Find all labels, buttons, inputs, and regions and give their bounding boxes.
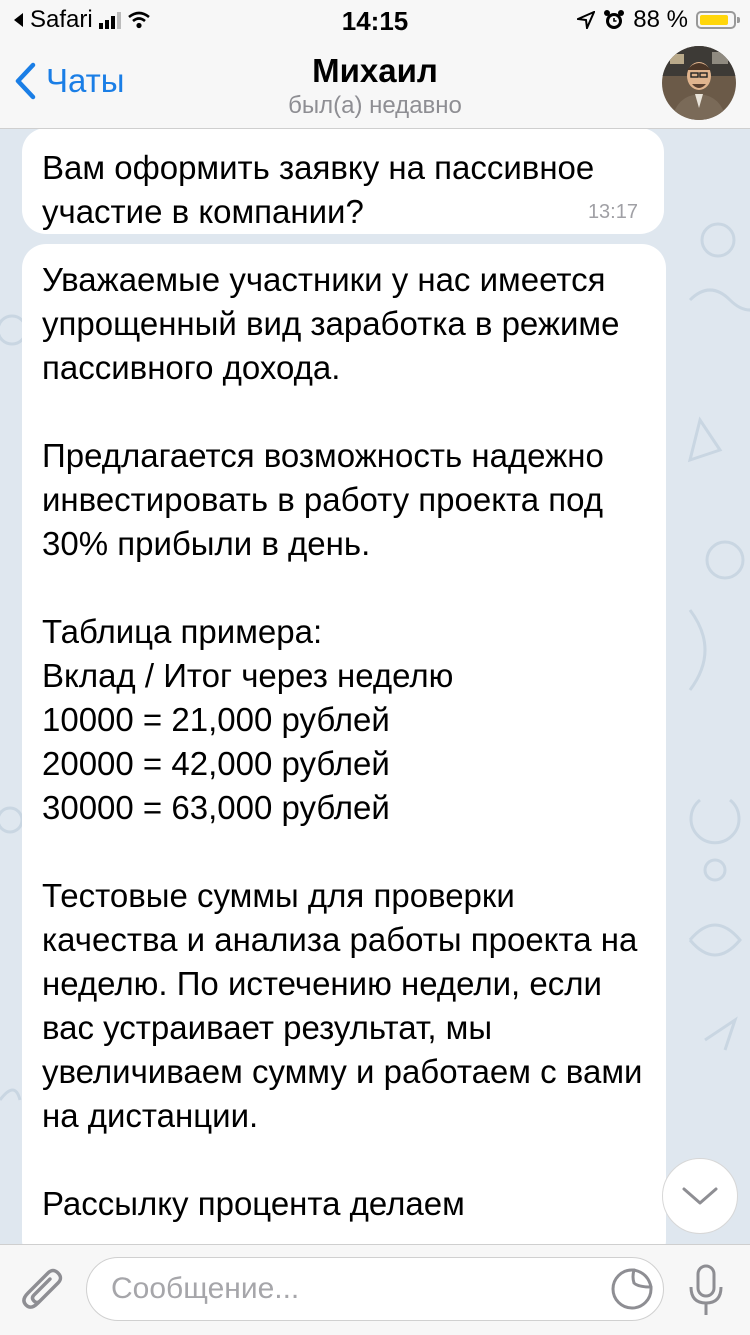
- status-right: [577, 6, 736, 34]
- message-text: Вам оформить заявку на пассивное участие в компании?: [42, 149, 595, 230]
- battery-fill: [700, 15, 728, 25]
- alarm-icon: [603, 9, 625, 31]
- back-label: Чаты: [46, 62, 125, 99]
- last-seen-status: был(а) недавно: [288, 92, 462, 119]
- microphone-icon[interactable]: [686, 1263, 726, 1319]
- attach-paperclip-icon[interactable]: [18, 1265, 68, 1317]
- message-paragraph: Уважаемые участники у нас имеется упрощенный вид заработка в режиме пассивного дохода.: [42, 261, 620, 386]
- status-time: 14:15: [341, 6, 409, 36]
- message-input[interactable]: [86, 1257, 664, 1321]
- message-input-bar: [0, 1244, 750, 1335]
- battery-percent: 88 %: [633, 6, 688, 33]
- contact-avatar[interactable]: [662, 46, 736, 120]
- status-bar: [0, 0, 750, 40]
- battery-icon: [696, 11, 736, 29]
- chat-title[interactable]: Михаил: [312, 52, 438, 89]
- avatar-photo: [662, 46, 736, 120]
- message-paragraph: Предлагается возможность надежно инвестировать в работу проекта под 30% прибыли в день.: [42, 437, 604, 562]
- scroll-to-bottom-button[interactable]: [662, 1158, 738, 1234]
- message-bubble-incoming[interactable]: [22, 244, 666, 1264]
- sticker-icon[interactable]: [610, 1267, 654, 1311]
- message-time: 13:17: [587, 201, 638, 223]
- chat-header: [0, 40, 750, 129]
- status-back-app-label: Safari: [30, 6, 93, 33]
- message-paragraph: Тестовые суммы для проверки качества и анализа работы проекта на неделю. По истечению недели, если вас устраивает результат, мы увеличиваем сумму и работаем с вами на дистанции.: [42, 877, 643, 1134]
- message-paragraph: Таблица примера: Вклад / Итог через неделю 10000 = 21,000 рублей 20000 = 42,000 рублей 30000 = 63,000 рублей: [42, 613, 454, 826]
- chevron-down-icon: [681, 1185, 719, 1207]
- message-paragraph: Рассылку процента делаем: [42, 1185, 465, 1222]
- message-bubble-incoming[interactable]: [22, 128, 664, 234]
- location-arrow-icon: [577, 11, 595, 29]
